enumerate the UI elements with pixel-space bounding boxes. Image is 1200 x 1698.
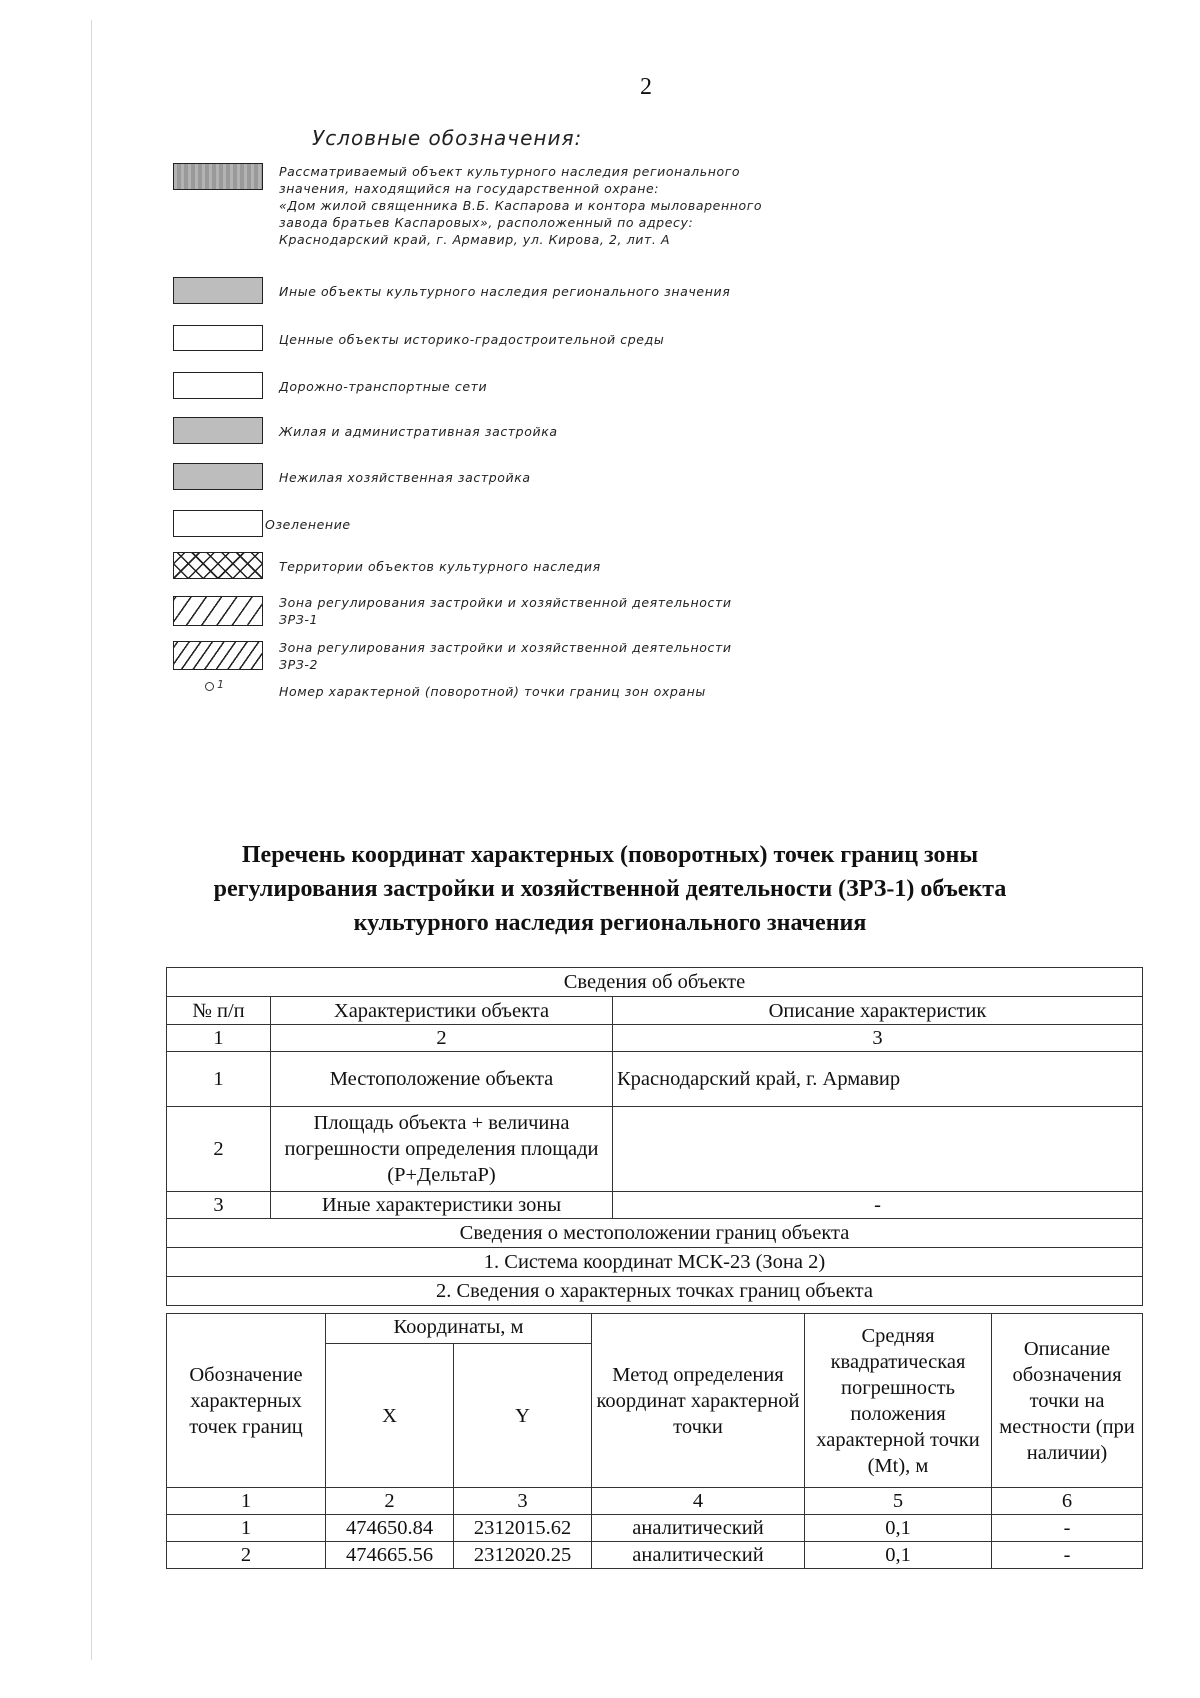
point-id: 2 [167,1542,326,1569]
header-y: Y [454,1344,592,1488]
col-number: 5 [805,1488,992,1515]
table-row [167,1542,1143,1569]
point-method: аналитический [592,1515,805,1542]
header-description: Описание характеристик [613,997,1143,1025]
legend-swatch-residential [173,417,263,444]
point-desc: - [992,1542,1143,1569]
legend-item-non-residential: Нежилая хозяйственная застройка [279,470,531,485]
header-designation: Обозначение характерных точек границ [167,1314,326,1488]
col-number: 1 [167,1488,326,1515]
row-name: Площадь объекта + величина погрешности определения площади (P+ДельтаP) [271,1107,613,1192]
col-number: 4 [592,1488,805,1515]
legend-swatch-zrz2 [173,641,263,670]
header-error: Средняя квадратическая погрешность положения характерной точки (Mt), м [805,1314,992,1488]
col-number: 2 [271,1025,613,1052]
table-row [167,1052,1143,1107]
row-name: Местоположение объекта [271,1052,613,1107]
col-number: 3 [454,1488,592,1515]
header-num: № п/п [167,997,271,1025]
point-marker-icon [205,682,214,691]
row-desc: Краснодарский край, г. Армавир [613,1052,1143,1107]
heading-line: Перечень координат характерных (поворотных) точек границ зоны [241,842,979,868]
point-mt: 0,1 [805,1542,992,1569]
table-row [167,1192,1143,1219]
legend-swatch-road-networks [173,372,263,399]
legend-line: Краснодарский край, г. Армавир, ул. Кирова, 2, лит. А [279,232,671,247]
legend-item-zrz2 [279,639,732,673]
coordinate-system: 1. Система координат МСК-23 (Зона 2) [167,1248,1143,1277]
table-row [167,1107,1143,1192]
col-number: 2 [326,1488,454,1515]
legend-line: Зона регулирования застройки и хозяйственной деятельности [279,595,732,610]
row-num: 3 [167,1192,271,1219]
legend-swatch-heritage-territories [173,552,263,579]
legend-item-zrz1 [279,594,732,628]
points-section-title: 2. Сведения о характерных точках границ объекта [167,1277,1143,1306]
points-table [166,1313,1143,1569]
col-number: 6 [992,1488,1143,1515]
legend-item-road-networks: Дорожно-транспортные сети [279,379,488,394]
legend-line: «Дом жилой священника В.Б. Каспарова и контора мыловаренного [279,198,763,213]
point-x: 474650.84 [326,1515,454,1542]
legend-line: значения, находящийся на государственной охране: [279,181,660,196]
object-table-title: Сведения об объекте [167,968,1143,997]
row-name: Иные характеристики зоны [271,1192,613,1219]
legend-swatch-greenery [173,510,263,537]
col-number: 1 [167,1025,271,1052]
page-margin-line [91,20,92,1660]
point-marker-label: 1 [217,678,224,691]
point-id: 1 [167,1515,326,1542]
legend-swatch-subject-object [173,163,263,190]
legend-line: Рассматриваемый объект культурного наследия регионального [279,164,741,179]
page-heading [150,838,1070,940]
object-info-table [166,967,1143,1306]
legend-item-valuable-objects: Ценные объекты историко-градостроительной среды [279,332,665,347]
legend-item-subject-object [279,163,762,248]
row-desc: - [613,1192,1143,1219]
header-characteristics: Характеристики объекта [271,997,613,1025]
point-desc: - [992,1515,1143,1542]
legend-swatch-zrz1 [173,596,263,626]
legend-line: Зона регулирования застройки и хозяйственной деятельности [279,640,732,655]
heading-line: регулирования застройки и хозяйственной деятельности (ЗРЗ-1) объекта [213,876,1007,902]
legend-swatch-valuable-objects [173,325,263,351]
row-num: 2 [167,1107,271,1192]
point-mt: 0,1 [805,1515,992,1542]
heading-line: культурного наследия регионального значения [353,910,867,936]
legend-item-residential: Жилая и административная застройка [279,424,558,439]
legend-swatch-other-heritage [173,277,263,304]
legend-line: ЗРЗ-1 [279,612,319,627]
legend-item-point-number: Номер характерной (поворотной) точки границ зон охраны [279,684,706,699]
point-x: 474665.56 [326,1542,454,1569]
legend-item-greenery: Озеленение [265,517,351,532]
legend-swatch-non-residential [173,463,263,490]
legend-line: завода братьев Каспаровых», расположенный по адресу: [279,215,694,230]
header-coords: Координаты, м [326,1314,592,1344]
point-y: 2312020.25 [454,1542,592,1569]
page-number: 2 [640,74,652,100]
location-section-title: Сведения о местоположении границ объекта [167,1219,1143,1248]
header-point-description: Описание обозначения точки на местности (при наличии) [992,1314,1143,1488]
legend-line: ЗРЗ-2 [279,657,319,672]
point-y: 2312015.62 [454,1515,592,1542]
point-method: аналитический [592,1542,805,1569]
row-num: 1 [167,1052,271,1107]
header-method: Метод определения координат характерной точки [592,1314,805,1488]
legend-item-other-heritage: Иные объекты культурного наследия регионального значения [279,284,731,299]
table-row [167,1515,1143,1542]
legend-item-heritage-territories: Территории объектов культурного наследия [279,559,601,574]
row-desc [613,1107,1143,1192]
header-x: X [326,1344,454,1488]
col-number: 3 [613,1025,1143,1052]
legend-title: Условные обозначения: [312,126,583,150]
